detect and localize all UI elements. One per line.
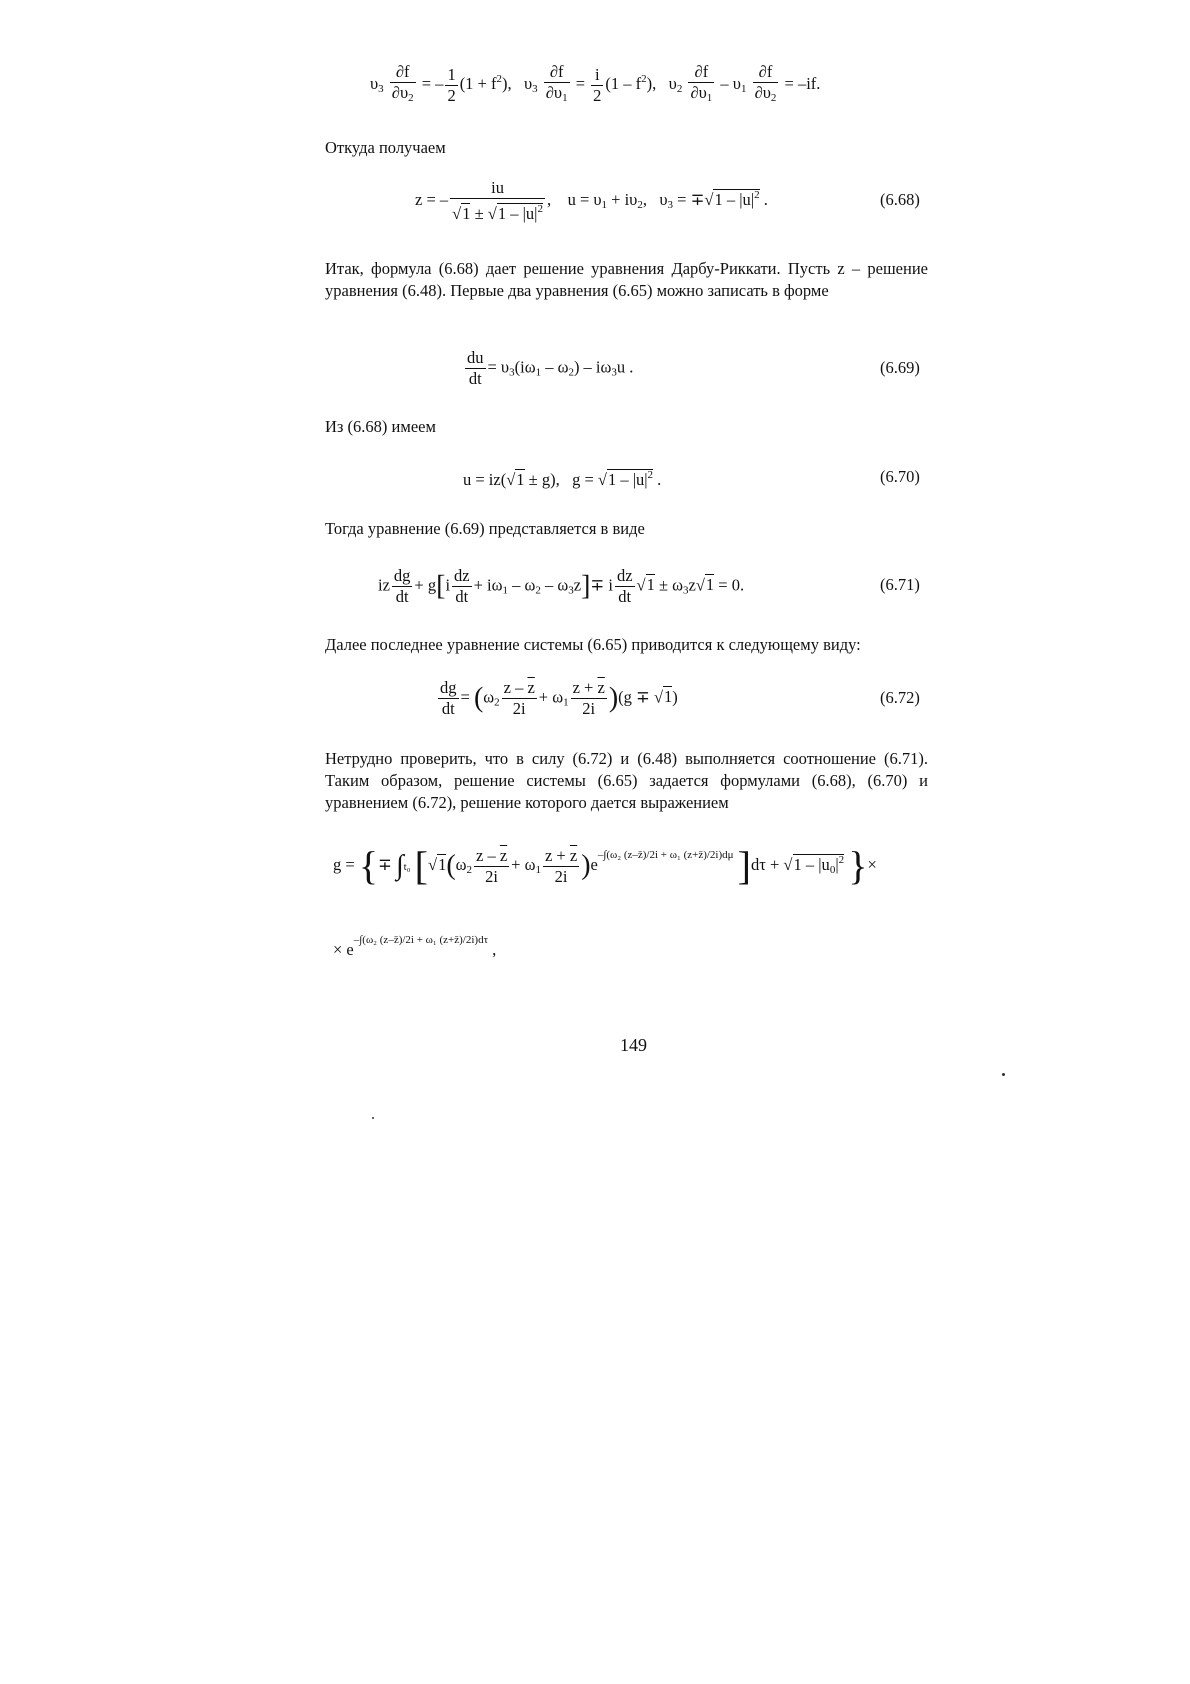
page-number: 149	[620, 1035, 647, 1055]
equation-number: (6.72)	[880, 688, 920, 707]
equation-6-70: u = iz(√1 ± g), $g = √1 - |u|^2$ .	[463, 469, 662, 489]
equation-number: (6.69)	[880, 358, 920, 377]
scan-speck	[372, 1117, 374, 1119]
paragraph-togda: Тогда уравнение (6.69) представляется в виде	[325, 519, 645, 538]
paragraph-netrudno: Нетрудно проверить, что в силу (6.72) и (6.48) выполняется соотношение (6.71). Таким образом, решение системы (6.65) задается формулами (6.68), (6.70) и уравнением (6.72), решение которого дается выражением	[325, 749, 928, 812]
equation-6-72: $\frac{dg}{dt}$ = ($\omega_2$ $\frac{z - \overline{z}}{2i}$ + $\omega_1$ $\frac{z + \overline{z}}{2i}$ )(g ∓ √1)	[440, 678, 678, 718]
equation-6-69: $\frac{du}{dt}$ = $\upsilon_3(i\omega_1 - \omega_2) - i\omega_3u$ .	[467, 348, 634, 388]
paragraph-iz: Из (6.68) имеем	[325, 417, 436, 436]
equation-g-exponent: × $e^{-\int(\omega_2 (z-z̄)/2i + \omega_1 (z+z̄)/2i)d\tau}$ ,	[333, 934, 497, 959]
scan-speck	[1002, 1073, 1005, 1076]
equation-top: $\upsilon_3$ $\frac{\partial f}{\partial\upsilon_2}$ = – $\frac{1}{2}$ $(1 + f^2)$, $\upsilon_3$ $\frac{\partial f}{\partial\upsilon_1}$ = $\frac{i}{2}$ $(1 - f^2)$, $\upsilon_2$ $\frac{\partial f}{\partial\upsilon_1}$ – $\upsilon_1$ $\frac{\partial f}{\partial\upsilon_2}$ = –if.	[370, 62, 821, 105]
equation-number: (6.68)	[880, 190, 920, 209]
paragraph-dalee: Далее последнее уравнение системы (6.65) приводится к следующему виду:	[325, 635, 861, 654]
equation-g-solution: g = {∓ ∫t₀ [$√1(\omega_2$ $\frac{z - \overline{z}}{2i}$ + $\omega_1$ $\frac{z + \overline{z}}{2i}$ )$e^{-\int(\omega_2 (z-z̄)/2i + \omega_1 (z+z̄)/2i)d\mu}$ ]$d\tau + √1 - |u_0|^2$ }×	[333, 843, 877, 889]
paragraph-otkuda: Откуда получаем	[325, 138, 446, 157]
paragraph-itak: Итак, формула (6.68) дает решение уравнения Дарбу-Риккати. Пусть z – решение уравнения (6.48). Первые два уравнения (6.65) можно записать в форме	[325, 259, 928, 300]
equation-6-71: iz $\frac{dg}{dt}$ + g[i $\frac{dz}{dt}$ + $i\omega_1 - \omega_2 - \omega_3z]\mp i$ $\frac{dz}{dt}$ $√1 \pm \omega_3z√1 = 0$.	[378, 566, 745, 606]
equation-number: (6.70)	[880, 467, 920, 486]
equation-number: (6.71)	[880, 575, 920, 594]
equation-6-68: z = – $\frac{iu}{√1 \pm √1 - |u|^2}$ , $u = \upsilon_1 + i\upsilon_2$, $\upsilon_3 = \mp√1 - |u|^2$ .	[415, 178, 768, 223]
